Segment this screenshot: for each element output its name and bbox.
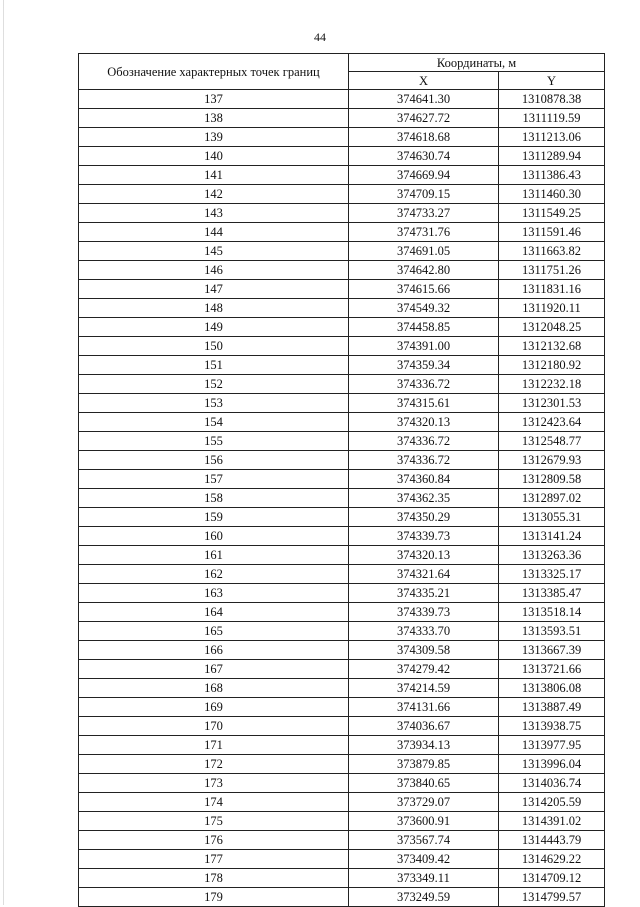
table-row bbox=[79, 698, 605, 717]
table-row bbox=[79, 489, 605, 508]
y-coordinate-cell: 1310878.38 bbox=[499, 90, 605, 109]
x-coordinate-cell: 374641.30 bbox=[349, 90, 499, 109]
table-row bbox=[79, 755, 605, 774]
point-id-cell: 172 bbox=[79, 755, 349, 774]
y-coordinate-cell: 1312548.77 bbox=[499, 432, 605, 451]
table-row bbox=[79, 470, 605, 489]
x-coordinate-cell: 374458.85 bbox=[349, 318, 499, 337]
table-row bbox=[79, 565, 605, 584]
point-id-cell: 148 bbox=[79, 299, 349, 318]
table-row bbox=[79, 603, 605, 622]
y-coordinate-cell: 1313141.24 bbox=[499, 527, 605, 546]
x-coordinate-cell: 373934.13 bbox=[349, 736, 499, 755]
table-row bbox=[79, 641, 605, 660]
table-row bbox=[79, 128, 605, 147]
point-id-cell: 140 bbox=[79, 147, 349, 166]
point-id-cell: 142 bbox=[79, 185, 349, 204]
y-coordinate-cell: 1314709.12 bbox=[499, 869, 605, 888]
y-coordinate-cell: 1314391.02 bbox=[499, 812, 605, 831]
x-coordinate-cell: 374669.94 bbox=[349, 166, 499, 185]
x-coordinate-cell: 374630.74 bbox=[349, 147, 499, 166]
table-row bbox=[79, 261, 605, 280]
table-body bbox=[79, 90, 605, 907]
table-row bbox=[79, 147, 605, 166]
x-coordinate-cell: 374315.61 bbox=[349, 394, 499, 413]
y-coordinate-cell: 1313518.14 bbox=[499, 603, 605, 622]
x-coordinate-cell: 374350.29 bbox=[349, 508, 499, 527]
point-id-cell: 151 bbox=[79, 356, 349, 375]
table-row bbox=[79, 508, 605, 527]
point-id-cell: 164 bbox=[79, 603, 349, 622]
table-row bbox=[79, 299, 605, 318]
point-id-cell: 150 bbox=[79, 337, 349, 356]
y-coordinate-cell: 1313263.36 bbox=[499, 546, 605, 565]
x-coordinate-cell: 374733.27 bbox=[349, 204, 499, 223]
point-id-cell: 169 bbox=[79, 698, 349, 717]
x-coordinate-cell: 373349.11 bbox=[349, 869, 499, 888]
y-coordinate-cell: 1314629.22 bbox=[499, 850, 605, 869]
page-number: 44 bbox=[314, 30, 326, 44]
x-coordinate-cell: 373409.42 bbox=[349, 850, 499, 869]
point-id-cell: 152 bbox=[79, 375, 349, 394]
x-coordinate-cell: 374627.72 bbox=[349, 109, 499, 128]
y-coordinate-cell: 1313593.51 bbox=[499, 622, 605, 641]
x-coordinate-cell: 373879.85 bbox=[349, 755, 499, 774]
y-coordinate-cell: 1313996.04 bbox=[499, 755, 605, 774]
y-coordinate-cell: 1313055.31 bbox=[499, 508, 605, 527]
x-coordinate-cell: 374333.70 bbox=[349, 622, 499, 641]
point-id-cell: 166 bbox=[79, 641, 349, 660]
x-coordinate-cell: 373567.74 bbox=[349, 831, 499, 850]
x-coordinate-cell: 374391.00 bbox=[349, 337, 499, 356]
table-row bbox=[79, 394, 605, 413]
table-header-row bbox=[79, 54, 605, 72]
point-id-cell: 175 bbox=[79, 812, 349, 831]
header-x: X bbox=[349, 72, 499, 90]
table-row bbox=[79, 337, 605, 356]
point-id-cell: 156 bbox=[79, 451, 349, 470]
y-coordinate-cell: 1312132.68 bbox=[499, 337, 605, 356]
y-coordinate-cell: 1313887.49 bbox=[499, 698, 605, 717]
x-coordinate-cell: 374549.32 bbox=[349, 299, 499, 318]
y-coordinate-cell: 1311663.82 bbox=[499, 242, 605, 261]
point-id-cell: 145 bbox=[79, 242, 349, 261]
coordinates-table bbox=[78, 53, 605, 907]
x-coordinate-cell: 374359.34 bbox=[349, 356, 499, 375]
y-coordinate-cell: 1312897.02 bbox=[499, 489, 605, 508]
y-coordinate-cell: 1313667.39 bbox=[499, 641, 605, 660]
y-coordinate-cell: 1313977.95 bbox=[499, 736, 605, 755]
header-y: Y bbox=[499, 72, 605, 90]
table-row bbox=[79, 850, 605, 869]
table-row bbox=[79, 280, 605, 299]
point-id-cell: 173 bbox=[79, 774, 349, 793]
x-coordinate-cell: 374336.72 bbox=[349, 432, 499, 451]
point-id-cell: 171 bbox=[79, 736, 349, 755]
point-id-cell: 144 bbox=[79, 223, 349, 242]
table-row bbox=[79, 622, 605, 641]
table-row bbox=[79, 660, 605, 679]
table-row bbox=[79, 223, 605, 242]
point-id-cell: 178 bbox=[79, 869, 349, 888]
y-coordinate-cell: 1311920.11 bbox=[499, 299, 605, 318]
y-coordinate-cell: 1314799.57 bbox=[499, 888, 605, 907]
point-id-cell: 154 bbox=[79, 413, 349, 432]
point-id-cell: 138 bbox=[79, 109, 349, 128]
y-coordinate-cell: 1312423.64 bbox=[499, 413, 605, 432]
x-coordinate-cell: 374131.66 bbox=[349, 698, 499, 717]
point-id-cell: 167 bbox=[79, 660, 349, 679]
x-coordinate-cell: 374615.66 bbox=[349, 280, 499, 299]
x-coordinate-cell: 374279.42 bbox=[349, 660, 499, 679]
y-coordinate-cell: 1314205.59 bbox=[499, 793, 605, 812]
x-coordinate-cell: 373249.59 bbox=[349, 888, 499, 907]
x-coordinate-cell: 374618.68 bbox=[349, 128, 499, 147]
x-coordinate-cell: 374309.58 bbox=[349, 641, 499, 660]
table-row bbox=[79, 356, 605, 375]
x-coordinate-cell: 374321.64 bbox=[349, 565, 499, 584]
y-coordinate-cell: 1314036.74 bbox=[499, 774, 605, 793]
table-row bbox=[79, 679, 605, 698]
table-row bbox=[79, 584, 605, 603]
point-id-cell: 161 bbox=[79, 546, 349, 565]
x-coordinate-cell: 374339.73 bbox=[349, 527, 499, 546]
x-coordinate-cell: 374360.84 bbox=[349, 470, 499, 489]
table-row bbox=[79, 831, 605, 850]
y-coordinate-cell: 1311289.94 bbox=[499, 147, 605, 166]
x-coordinate-cell: 374731.76 bbox=[349, 223, 499, 242]
y-coordinate-cell: 1312679.93 bbox=[499, 451, 605, 470]
point-id-cell: 160 bbox=[79, 527, 349, 546]
y-coordinate-cell: 1313385.47 bbox=[499, 584, 605, 603]
table-row bbox=[79, 869, 605, 888]
table-row bbox=[79, 185, 605, 204]
table-row bbox=[79, 546, 605, 565]
point-id-cell: 149 bbox=[79, 318, 349, 337]
table-row bbox=[79, 888, 605, 907]
x-coordinate-cell: 373729.07 bbox=[349, 793, 499, 812]
point-id-cell: 162 bbox=[79, 565, 349, 584]
table-row bbox=[79, 166, 605, 185]
table-row bbox=[79, 413, 605, 432]
point-id-cell: 179 bbox=[79, 888, 349, 907]
y-coordinate-cell: 1311831.16 bbox=[499, 280, 605, 299]
x-coordinate-cell: 374339.73 bbox=[349, 603, 499, 622]
header-coordinates: Координаты, м bbox=[349, 54, 605, 72]
table-row bbox=[79, 736, 605, 755]
y-coordinate-cell: 1313806.08 bbox=[499, 679, 605, 698]
point-id-cell: 168 bbox=[79, 679, 349, 698]
table-row bbox=[79, 90, 605, 109]
table-row bbox=[79, 375, 605, 394]
point-id-cell: 147 bbox=[79, 280, 349, 299]
point-id-cell: 170 bbox=[79, 717, 349, 736]
x-coordinate-cell: 374642.80 bbox=[349, 261, 499, 280]
table-row bbox=[79, 204, 605, 223]
x-coordinate-cell: 373840.65 bbox=[349, 774, 499, 793]
point-id-cell: 174 bbox=[79, 793, 349, 812]
y-coordinate-cell: 1312180.92 bbox=[499, 356, 605, 375]
y-coordinate-cell: 1311386.43 bbox=[499, 166, 605, 185]
point-id-cell: 157 bbox=[79, 470, 349, 489]
x-coordinate-cell: 374336.72 bbox=[349, 451, 499, 470]
y-coordinate-cell: 1311119.59 bbox=[499, 109, 605, 128]
y-coordinate-cell: 1312232.18 bbox=[499, 375, 605, 394]
point-id-cell: 143 bbox=[79, 204, 349, 223]
point-id-cell: 155 bbox=[79, 432, 349, 451]
point-id-cell: 163 bbox=[79, 584, 349, 603]
table-row bbox=[79, 451, 605, 470]
x-coordinate-cell: 374362.35 bbox=[349, 489, 499, 508]
y-coordinate-cell: 1313721.66 bbox=[499, 660, 605, 679]
y-coordinate-cell: 1312809.58 bbox=[499, 470, 605, 489]
table-row bbox=[79, 793, 605, 812]
x-coordinate-cell: 373600.91 bbox=[349, 812, 499, 831]
point-id-cell: 159 bbox=[79, 508, 349, 527]
x-coordinate-cell: 374320.13 bbox=[349, 413, 499, 432]
x-coordinate-cell: 374691.05 bbox=[349, 242, 499, 261]
y-coordinate-cell: 1311213.06 bbox=[499, 128, 605, 147]
y-coordinate-cell: 1312301.53 bbox=[499, 394, 605, 413]
table-row bbox=[79, 774, 605, 793]
point-id-cell: 137 bbox=[79, 90, 349, 109]
x-coordinate-cell: 374320.13 bbox=[349, 546, 499, 565]
header-point-designation: Обозначение характерных точек границ bbox=[79, 54, 349, 90]
point-id-cell: 153 bbox=[79, 394, 349, 413]
x-coordinate-cell: 374036.67 bbox=[349, 717, 499, 736]
table-row bbox=[79, 527, 605, 546]
table-row bbox=[79, 318, 605, 337]
table-row bbox=[79, 242, 605, 261]
table-row bbox=[79, 432, 605, 451]
x-coordinate-cell: 374336.72 bbox=[349, 375, 499, 394]
y-coordinate-cell: 1311751.26 bbox=[499, 261, 605, 280]
point-id-cell: 158 bbox=[79, 489, 349, 508]
point-id-cell: 177 bbox=[79, 850, 349, 869]
point-id-cell: 146 bbox=[79, 261, 349, 280]
y-coordinate-cell: 1311591.46 bbox=[499, 223, 605, 242]
y-coordinate-cell: 1311460.30 bbox=[499, 185, 605, 204]
y-coordinate-cell: 1311549.25 bbox=[499, 204, 605, 223]
table-row bbox=[79, 717, 605, 736]
point-id-cell: 141 bbox=[79, 166, 349, 185]
table-row bbox=[79, 109, 605, 128]
y-coordinate-cell: 1314443.79 bbox=[499, 831, 605, 850]
x-coordinate-cell: 374335.21 bbox=[349, 584, 499, 603]
table-row bbox=[79, 812, 605, 831]
point-id-cell: 165 bbox=[79, 622, 349, 641]
x-coordinate-cell: 374709.15 bbox=[349, 185, 499, 204]
scan-edge bbox=[3, 0, 4, 905]
point-id-cell: 176 bbox=[79, 831, 349, 850]
y-coordinate-cell: 1313325.17 bbox=[499, 565, 605, 584]
y-coordinate-cell: 1312048.25 bbox=[499, 318, 605, 337]
point-id-cell: 139 bbox=[79, 128, 349, 147]
y-coordinate-cell: 1313938.75 bbox=[499, 717, 605, 736]
x-coordinate-cell: 374214.59 bbox=[349, 679, 499, 698]
